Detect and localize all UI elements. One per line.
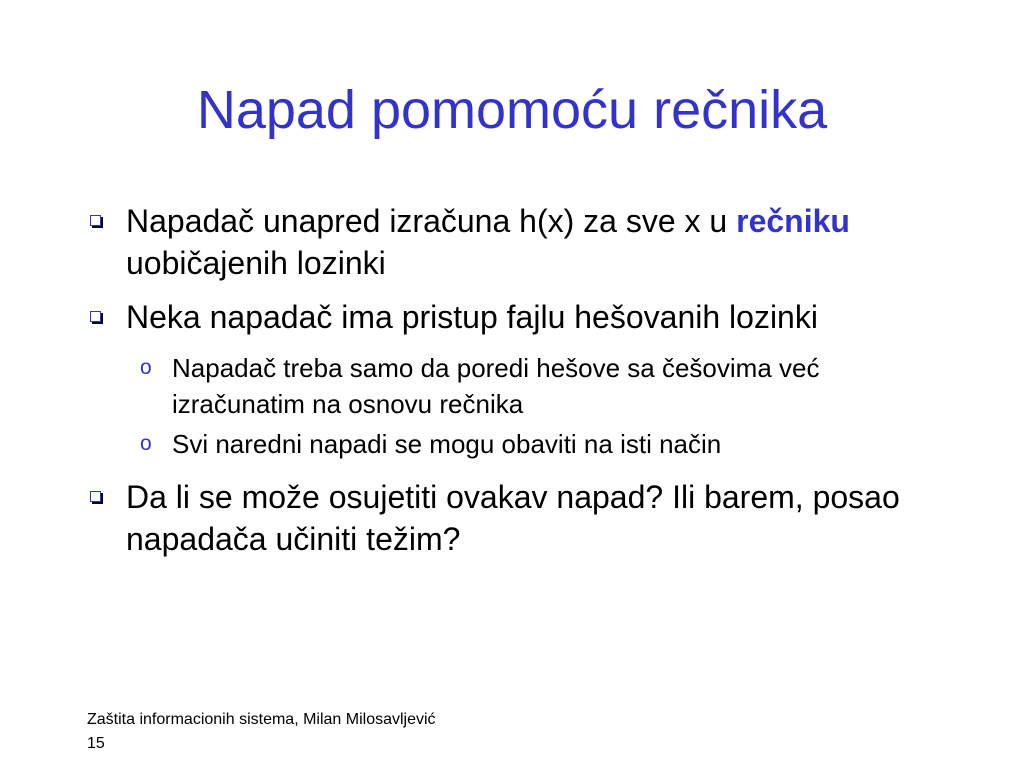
bullet-list — [86, 200, 916, 572]
slide-title: Napad pomomoću rečnika — [196, 80, 828, 140]
bullet-text: Napadač unapred izračuna h(x) za sve x u — [126, 203, 737, 239]
sub-bullet-item — [86, 350, 916, 422]
bullet-item — [86, 296, 916, 338]
square-bullet-icon — [90, 215, 101, 226]
circle-bullet-icon: o — [140, 356, 152, 379]
slide-footer — [87, 708, 436, 756]
sub-bullet-item — [86, 426, 916, 462]
bullet-text: Da li se može osujetiti ovakav napad? Ili barem, posao napadača učiniti težim? — [126, 479, 900, 557]
square-bullet-icon — [90, 311, 101, 322]
circle-bullet-icon: o — [140, 432, 152, 455]
sub-bullet-text: Napadač treba samo da poredi hešove sa češovima već izračunatim na osnovu rečnika — [172, 353, 820, 419]
page-number: 15 — [87, 735, 105, 752]
square-bullet-icon — [90, 491, 101, 502]
highlighted-term: rečniku — [736, 203, 850, 239]
sub-bullet-text: Svi naredni napadi se mogu obaviti na isti način — [172, 429, 722, 459]
bullet-item — [86, 476, 916, 560]
bullet-text: Neka napadač ima pristup fajlu hešovanih lozinki — [126, 299, 818, 335]
footer-course: Zaštita informacionih sistema, Milan Milosavljević — [87, 711, 436, 728]
bullet-text: uobičajenih lozinki — [126, 245, 386, 281]
bullet-item — [86, 200, 916, 284]
